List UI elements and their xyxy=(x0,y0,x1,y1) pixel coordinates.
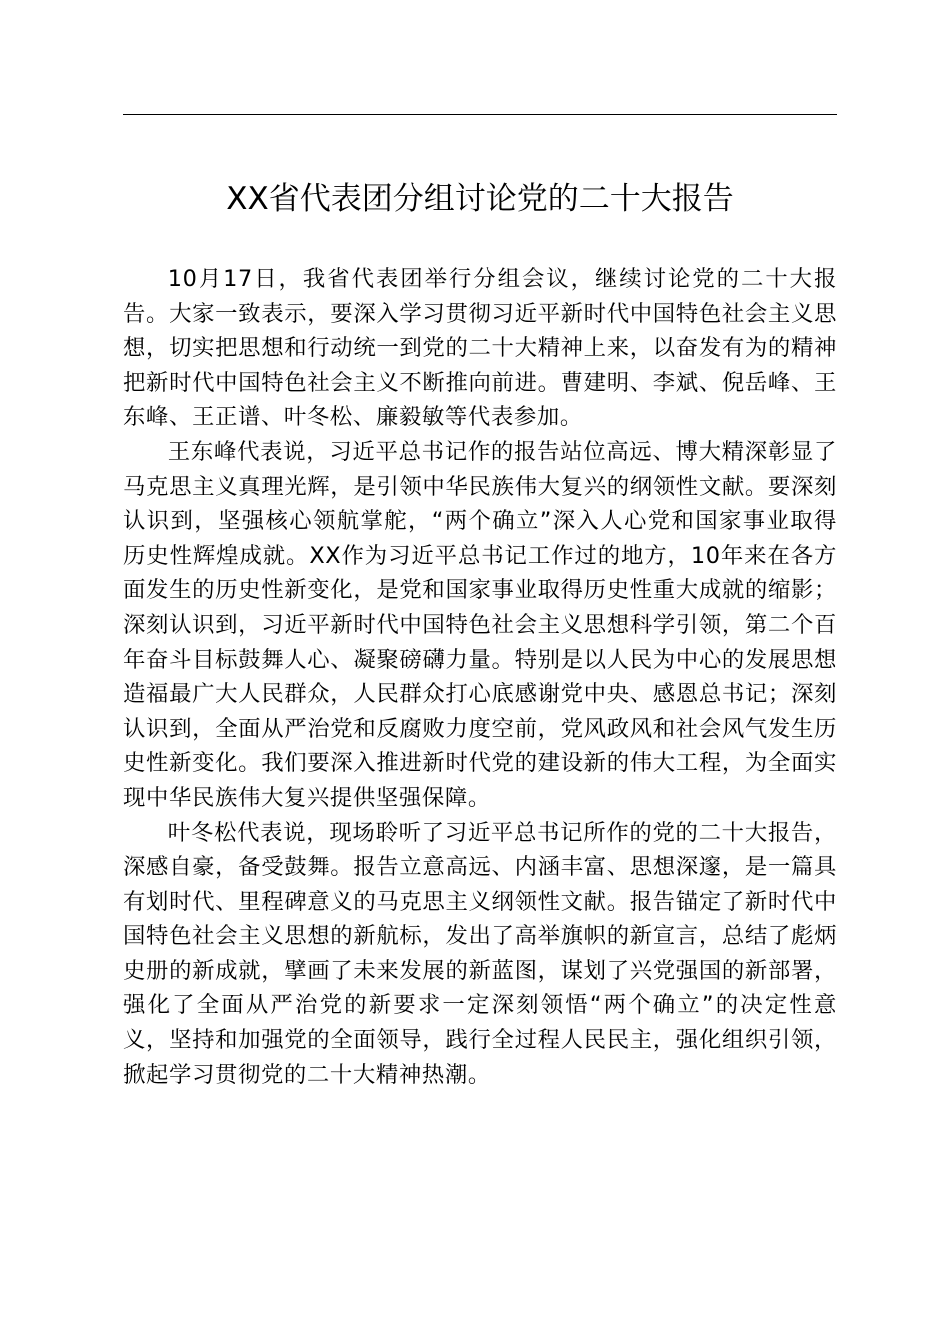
paragraph-wang-dongfeng: 王东峰代表说，习近平总书记作的报告站位高远、博大精深彰显了马克思主义真理光辉，是引领中华民族伟大复兴的纲领性文献。要深刻认识到，坚强核心领航掌舵，“两个确立”深入人心党和国家事业取得历史性辉煌成就。XX作为习近平总书记工作过的地方，10年来在各方面发生的历史性新变化，是党和国家事业取得历史性重大成就的缩影；深刻认识到，习近平新时代中国特色社会主义思想科学引领，第二个百年奋斗目标鼓舞人心、凝聚磅礴力量。特别是以人民为中心的发展思想造福最广大人民群众，人民群众打心底感谢党中央、感恩总书记；深刻认识到，全面从严治党和反腐败力度空前，党风政风和社会风气发生历史性新变化。我们要深入推进新时代党的建设新的伟大工程，为全面实现中华民族伟大复兴提供坚强保障。 xyxy=(123,438,837,811)
paragraph-ye-dongsong: 叶冬松代表说，现场聆听了习近平总书记所作的党的二十大报告，深感自豪，备受鼓舞。报告立意高远、内涵丰富、思想深邃，是一篇具有划时代、里程碑意义的马克思主义纲领性文献。报告锚定了新时代中国特色社会主义思想的新航标，发出了高举旗帜的新宣言，总结了彪炳史册的新成就，擘画了未来发展的新蓝图，谋划了兴党强国的新部署，强化了全面从严治党的新要求一定深刻领悟“两个确立”的决定性意义，坚持和加强党的全面领导，践行全过程人民民主，强化组织引领，掀起学习贯彻党的二十大精神热潮。 xyxy=(123,819,837,1088)
document-title: XX省代表团分组讨论党的二十大报告 xyxy=(226,181,734,217)
header-divider xyxy=(123,114,837,115)
paragraph-intro: 10月17日，我省代表团举行分组会议，继续讨论党的二十大报告。大家一致表示，要深入学习贯彻习近平新时代中国特色社会主义思想，切实把思想和行动统一到党的二十大精神上来，以奋发有为的精神把新时代中国特色社会主义不断推向前进。曹建明、李斌、倪岳峰、王东峰、王正谱、叶冬松、廉毅敏等代表参加。 xyxy=(123,266,837,431)
document-body xyxy=(123,262,837,1092)
